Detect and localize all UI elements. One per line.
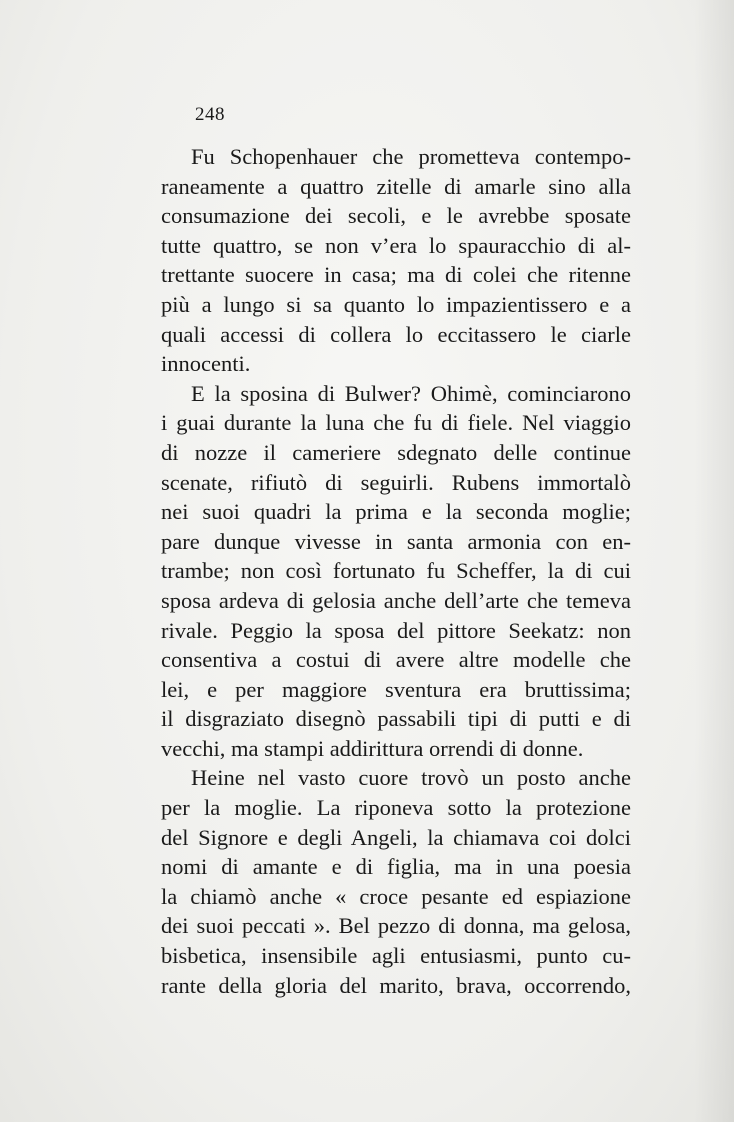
text-line: scenate, rifiutò di seguirli. Rubens immortalò bbox=[161, 469, 631, 495]
text-line: nei suoi quadri la prima e la seconda moglie; bbox=[161, 499, 631, 525]
text-line: per la moglie. La riponeva sotto la protezione bbox=[161, 795, 631, 821]
text-line: trambe; non così fortunato fu Scheffer, la di cui bbox=[161, 558, 631, 584]
text-line: trettante suocere in casa; ma di colei che ritenne bbox=[161, 262, 631, 288]
text-line: del Signore e degli Angeli, la chiamava coi dolci bbox=[161, 824, 631, 850]
page-edge-shadow bbox=[694, 0, 734, 1122]
text-line: rante della gloria del marito, brava, occorrendo, bbox=[161, 972, 631, 998]
text-line: lei, e per maggiore sventura era bruttissima; bbox=[161, 676, 631, 702]
body-text bbox=[161, 142, 631, 1000]
text-line: tutte quattro, se non v’era lo spauracchio di al- bbox=[161, 232, 631, 258]
text-line: la chiamò anche « croce pesante ed espiazione bbox=[161, 883, 631, 909]
text-line: Heine nel vasto cuore trovò un posto anche bbox=[191, 765, 631, 791]
text-line: consumazione dei secoli, e le avrebbe sposate bbox=[161, 203, 631, 229]
text-line: di nozze il cameriere sdegnato delle continue bbox=[161, 439, 631, 465]
text-line: pare dunque vivesse in santa armonia con en- bbox=[161, 528, 631, 554]
page-number: 248 bbox=[195, 104, 225, 125]
text-line: dei suoi peccati ». Bel pezzo di donna, ma gelosa, bbox=[161, 913, 631, 939]
text-line: raneamente a quattro zitelle di amarle sino alla bbox=[161, 173, 631, 199]
text-line: Fu Schopenhauer che prometteva contempo- bbox=[191, 144, 631, 169]
text-line: quali accessi di collera lo eccitassero le ciarle bbox=[161, 321, 631, 347]
text-line: sposa ardeva di gelosia anche dell’arte che temeva bbox=[161, 587, 631, 613]
text-line: i guai durante la luna che fu di fiele. Nel viaggio bbox=[161, 410, 631, 436]
text-line: innocenti. bbox=[161, 351, 251, 377]
text-line: il disgraziato disegnò passabili tipi di putti e di bbox=[161, 706, 631, 732]
text-line: nomi di amante e di figlia, ma in una poesia bbox=[161, 854, 631, 880]
text-line: consentiva a costui di avere altre modelle che bbox=[161, 647, 631, 673]
text-line: vecchi, ma stampi addirittura orrendi di donne. bbox=[161, 735, 584, 761]
text-line: rivale. Peggio la sposa del pittore Seekatz: non bbox=[161, 617, 631, 643]
text-line: bisbetica, insensibile agli entusiasmi, punto cu- bbox=[161, 943, 631, 969]
text-line: E la sposina di Bulwer? Ohimè, cominciarono bbox=[191, 380, 631, 406]
text-line: più a lungo si sa quanto lo impazientissero e a bbox=[161, 291, 631, 317]
